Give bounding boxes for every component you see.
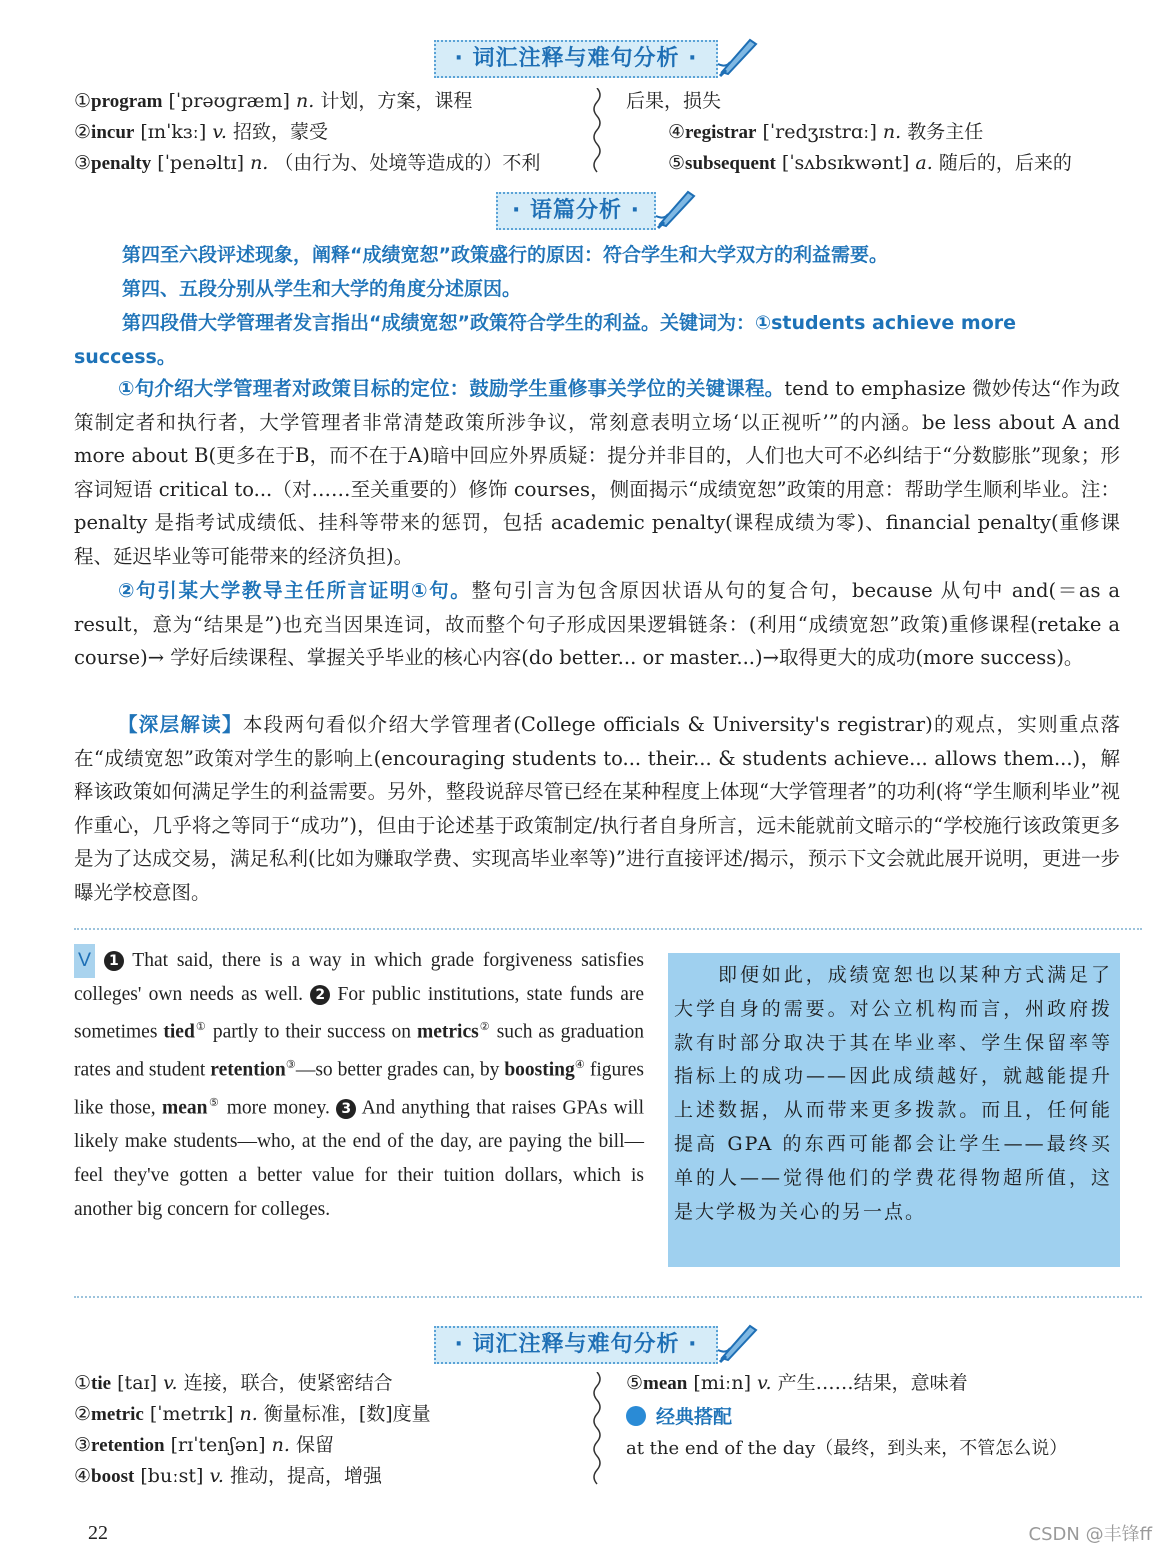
vocab-item: ③penalty [ˈpenəltɪ] n. （由行为、处境等造成的）不利 xyxy=(74,152,541,174)
vocab-banner-1: · 词汇注释与难句分析 · xyxy=(434,40,718,78)
analysis-banner: · 语篇分析 · xyxy=(496,192,656,230)
analysis-summary: 第四至六段评述现象，阐释“成绩宽恕”政策盛行的原因：符合学生和大学双方的利益需要。 第四、五段分别从学生和大学的角度分述原因。 第四段借大学管理者发言指出“成绩宽恕”政策符合学生的利益。关键词为：①students achieve more success。 xyxy=(74,244,1017,368)
bullet-icon xyxy=(626,1406,646,1426)
sentence-number-3: 3 xyxy=(336,1099,356,1119)
vocab-item: ②incur [ɪnˈkɜː] v. 招致，蒙受 xyxy=(74,121,328,143)
vocab2-right xyxy=(626,1368,1067,1464)
vocab-item: ②metric [ˈmetrɪk] n. 衡量标准，[数]度量 xyxy=(74,1403,431,1425)
divider xyxy=(74,1296,1142,1298)
watermark: CSDN @丰锋ff xyxy=(1028,1524,1152,1545)
passage-text: V 1 That said, there is a way in which grade forgiveness satisfies colleges' own needs as well. 2 For public institutions, state funds are sometimes tied① partly to their success on metrics② such as graduation rates and student retention③—so better grades can, by boosting④ figures like those, mean⑤ more money. 3 And anything that raises GPAs will likely make students—who, at the end of the day, are paying the bill—feel they've gotten a better value for their tuition dollars, which is another big concern for colleges. xyxy=(74,944,644,1226)
pen-icon xyxy=(716,1320,760,1364)
vocab2-left xyxy=(74,1368,431,1492)
analysis-paragraph-2: ②句引某大学教导主任所言证明①句。整句引言为包含原因状语从句的复合句，because 从句中 and(＝as a result，意为“结果是”)也充当因果连词，故而整个句子形成因果逻辑链条：(利用“成绩宽恕”政策)重修课程(retake a course)→ 学好后续课程、掌握关乎毕业的核心内容(do better... or master...)→取得更大的成功(more success)。 xyxy=(74,579,1120,670)
vocab1-right xyxy=(626,86,1072,179)
vocab-banner-2: · 词汇注释与难句分析 · xyxy=(434,1326,718,1364)
translation-box: 即便如此，成绩宽恕也以某种方式满足了大学自身的需要。对公立机构而言，州政府拨款有时部分取决于其在毕业率、学生保留率等指标上的成功——因此成绩越好，就越能提升上述数据，从而带来更多拨款。而且，任何能提高 GPA 的东西可能都会让学生——最终买单的人——觉得他们的学费花得物超所值，这是大学极为关心的另一点。 xyxy=(668,953,1120,1267)
vocab-item: ④boost [buːst] v. 推动，提高，增强 xyxy=(74,1465,383,1487)
analysis-deep-reading: 【深层解读】本段两句看似介绍大学管理者(College officials & University's registrar)的观点，实则重点落在“成绩宽恕”政策对学生的影响上(encouraging students to... their... & students achieve... allows them...)，解释该政策如何满足学生的利益需要。另外，整段说辞尽管已经在某种程度上体现“大学管理者”的功利(将“学生顺利毕业”视作重心，几乎将之等同于“成功”)，但由于论述基于政策制定/执行者自身所言，远未能就前文暗示的“学校施行该政策更多是为了达成交易，满足私利(比如为赚取学费、实现高毕业率等)”进行直接评述/揭示，预示下文会就此展开说明，更进一步曝光学校意图。 xyxy=(74,713,1120,904)
vocab-continuation: 后果，损失 xyxy=(626,90,722,112)
wavy-divider xyxy=(590,1372,604,1490)
vocab-item: ④registrar [ˈredʒɪstrɑː] n. 教务主任 xyxy=(668,121,984,143)
vocab-item: ①tie [taɪ] v. 连接，联合，使紧密结合 xyxy=(74,1372,393,1394)
page-number: 22 xyxy=(88,1522,108,1544)
pen-icon xyxy=(654,186,698,230)
paragraph-mark: V xyxy=(74,944,95,978)
pen-icon xyxy=(716,34,760,78)
vocab1-left xyxy=(74,86,540,179)
collocation-title: 经典搭配 xyxy=(626,1402,1067,1433)
vocab-item: ⑤subsequent [ˈsʌbsɪkwənt] a. 随后的，后来的 xyxy=(668,152,1072,174)
sentence-number-1: 1 xyxy=(104,951,124,971)
divider xyxy=(74,928,1142,930)
vocab-item: ①program [ˈprəʊɡræm] n. 计划，方案，课程 xyxy=(74,90,473,112)
vocab-item: ③retention [rɪˈtenʃən] n. 保留 xyxy=(74,1434,334,1456)
analysis-paragraph-1: ①句介绍大学管理者对政策目标的定位：鼓励学生重修事关学位的关键课程。tend to emphasize 微妙传达“作为政策制定者和执行者，大学管理者非常清楚政策所涉争议，常刻意表明立场‘以正视听’”的内涵。be less about A and more about B(更多在于B，而不在于A)暗中回应外界质疑：提分并非目的，人们也大可不必纠结于“分数膨胀”现象；形容词短语 critical to...（对……至关重要的）修饰 courses，侧面揭示“成绩宽恕”政策的用意：帮助学生顺利毕业。注：penalty 是指考试成绩低、挂科等带来的惩罚，包括 academic penalty(课程成绩为零)、financial penalty(重修课程、延迟毕业等可能带来的经济负担)。 xyxy=(74,377,1120,568)
collocation-item: at the end of the day（最终，到头来，不管怎么说） xyxy=(626,1438,1068,1459)
vocab-item: ⑤mean [miːn] v. 产生……结果，意味着 xyxy=(626,1372,968,1394)
sentence-number-2: 2 xyxy=(310,985,330,1005)
wavy-divider xyxy=(590,88,604,178)
